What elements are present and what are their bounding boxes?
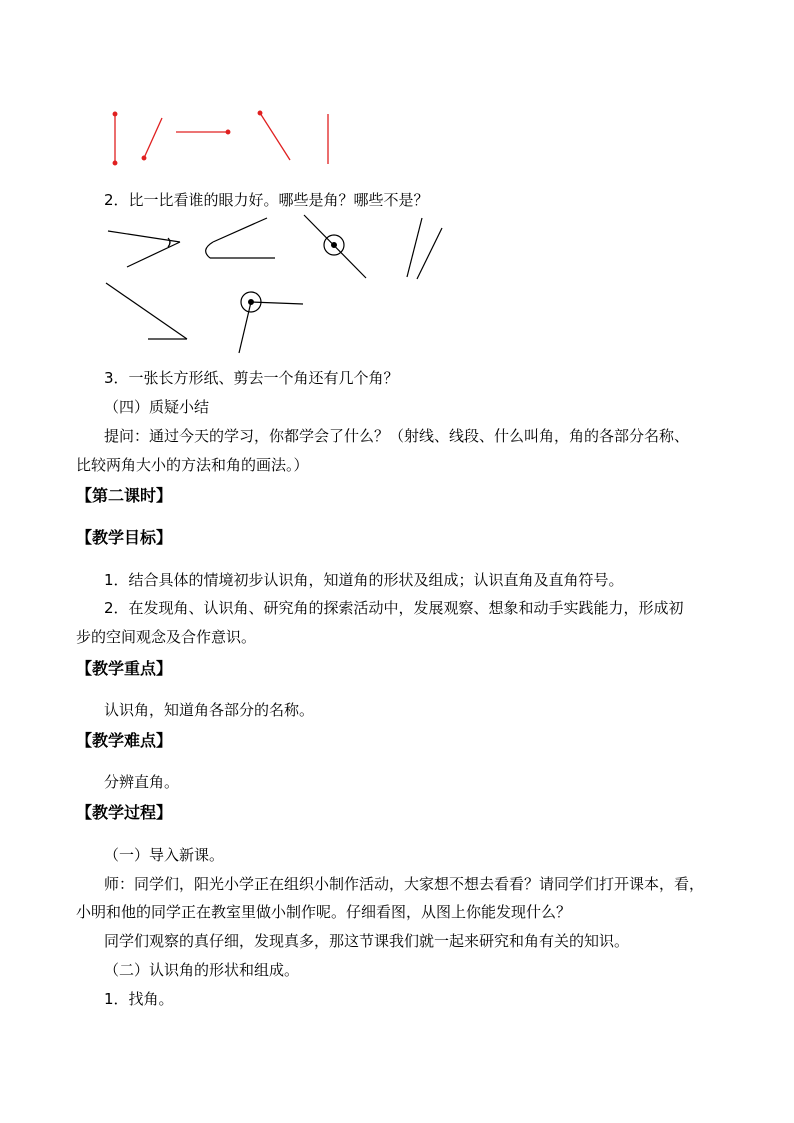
summary-question-2: 比较两角大小的方法和角的画法。） [76,456,309,474]
process-heading: 【教学过程】 [76,803,173,822]
question-2: 2．比一比看谁的眼力好。哪些是角？哪些不是？ [104,191,429,209]
goal-2-line-2: 步的空间观念及合作意识。 [76,628,257,646]
key-points-heading: 【教学重点】 [76,659,173,678]
key-points: 认识角，知道角各部分的名称。 [104,701,315,719]
question-3: 3．一张长方形纸、剪去一个角还有几个角？ [104,369,399,387]
teacher-line-2: 小明和他的同学正在教室里做小制作呢。仔细看图，从图上你能发现什么？ [76,903,572,921]
teaching-goals-heading: 【教学目标】 [76,528,173,547]
goal-2-line-1: 2．在发现角、认识角、研究角的探索活动中，发展观察、想象和动手实践能力，形成初 [104,599,684,617]
summary-question-1: 提问：通过今天的学习，你都学会了什么？（射线、线段、什么叫角，角的各部分名称、 [104,427,690,445]
process-step-2: （二）认识角的形状和组成。 [104,961,300,979]
shape-angle-2 [106,283,187,339]
shape-rounded-corner [206,218,275,258]
shape-angle-3 [239,292,303,353]
section-4-heading: （四）质疑小结 [104,398,210,416]
shape-angle-1 [108,231,180,267]
shape-straight-line [304,215,366,278]
difficulty: 分辨直角。 [104,773,180,791]
lesson-2-heading: 【第二课时】 [76,486,173,505]
difficulty-heading: 【教学难点】 [76,731,173,750]
teacher-line-1: 师：同学们，阳光小学正在组织小制作活动，大家想不想去看看？请同学们打开课本，看， [104,875,705,893]
goal-1: 1．结合具体的情境初步认识角，知道角的形状及组成；认识直角及直角符号。 [104,571,624,589]
teacher-line-3: 同学们观察的真仔细，发现真多，那这节课我们就一起来研究和角有关的知识。 [104,932,630,950]
shape-two-lines [407,218,442,279]
process-step-1: （一）导入新课。 [104,846,225,864]
find-angles: 1．找角。 [104,990,174,1008]
